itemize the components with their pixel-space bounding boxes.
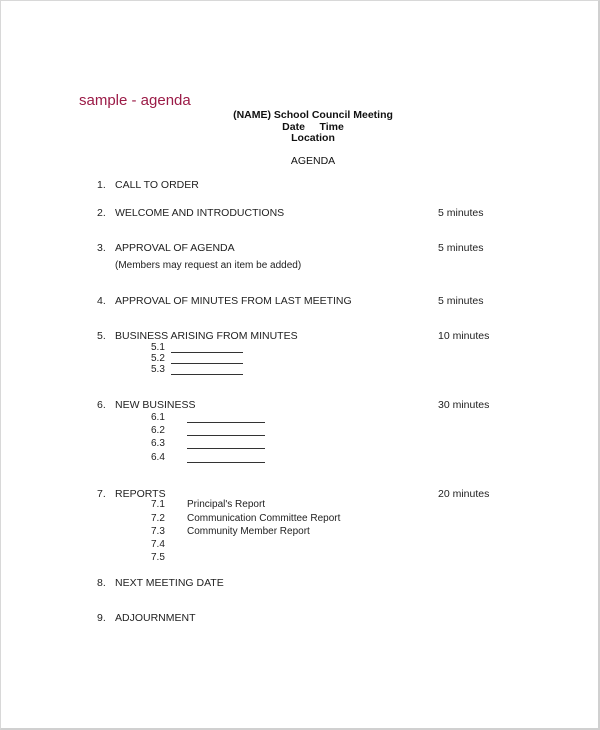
subitem-blank-line xyxy=(187,462,265,463)
item-label: NEXT MEETING DATE xyxy=(115,577,224,589)
subitem-text: Communication Committee Report xyxy=(187,513,341,524)
subitem-blank-line xyxy=(171,374,243,375)
item-time: 10 minutes xyxy=(438,330,490,342)
subitem-number: 6.2 xyxy=(151,425,165,436)
item-note: (Members may request an item be added) xyxy=(115,260,302,271)
sample-label: sample - agenda xyxy=(79,92,191,109)
subitem-blank-line xyxy=(171,352,243,353)
subitem-number: 6.4 xyxy=(151,452,165,463)
meeting-location: Location xyxy=(291,132,335,144)
item-label: CALL TO ORDER xyxy=(115,179,199,191)
subitem-text: Principal's Report xyxy=(187,499,266,510)
item-number: 5. xyxy=(97,330,106,342)
item-label: WELCOME AND INTRODUCTIONS xyxy=(115,207,285,219)
item-time: 30 minutes xyxy=(438,399,490,411)
item-label: NEW BUSINESS xyxy=(115,399,196,411)
subitem-text: Community Member Report xyxy=(187,526,310,537)
subitem-number: 7.5 xyxy=(151,552,165,563)
item-time: 5 minutes xyxy=(438,207,484,219)
subitem-number: 7.4 xyxy=(151,539,165,550)
subitem-number: 5.2 xyxy=(151,353,165,364)
subitem-number: 6.3 xyxy=(151,438,165,449)
item-number: 3. xyxy=(97,242,106,254)
item-label: REPORTS xyxy=(115,488,166,500)
item-number: 2. xyxy=(97,207,106,219)
item-time: 5 minutes xyxy=(438,295,484,307)
subitem-number: 7.2 xyxy=(151,513,165,524)
meeting-title: (NAME) School Council Meeting xyxy=(233,109,393,121)
item-label: BUSINESS ARISING FROM MINUTES xyxy=(115,330,298,342)
item-number: 6. xyxy=(97,399,106,411)
subitem-blank-line xyxy=(187,435,265,436)
subitem-number: 6.1 xyxy=(151,412,165,423)
item-time: 20 minutes xyxy=(438,488,490,500)
item-label: APPROVAL OF AGENDA xyxy=(115,242,235,254)
item-number: 1. xyxy=(97,179,106,191)
subitem-blank-line xyxy=(187,448,265,449)
subitem-number: 7.3 xyxy=(151,526,165,537)
item-number: 9. xyxy=(97,612,106,624)
agenda-heading: AGENDA xyxy=(290,155,336,167)
meeting-date-time: Date Time xyxy=(282,121,344,133)
item-number: 4. xyxy=(97,295,106,307)
subitem-number: 5.3 xyxy=(151,364,165,375)
item-label: APPROVAL OF MINUTES FROM LAST MEETING xyxy=(115,295,352,307)
subitem-blank-line xyxy=(187,422,265,423)
item-time: 5 minutes xyxy=(438,242,484,254)
item-number: 7. xyxy=(97,488,106,500)
subitem-blank-line xyxy=(171,363,243,364)
subitem-number: 5.1 xyxy=(151,342,165,353)
item-number: 8. xyxy=(97,577,106,589)
item-label: ADJOURNMENT xyxy=(115,612,196,624)
subitem-number: 7.1 xyxy=(151,499,165,510)
